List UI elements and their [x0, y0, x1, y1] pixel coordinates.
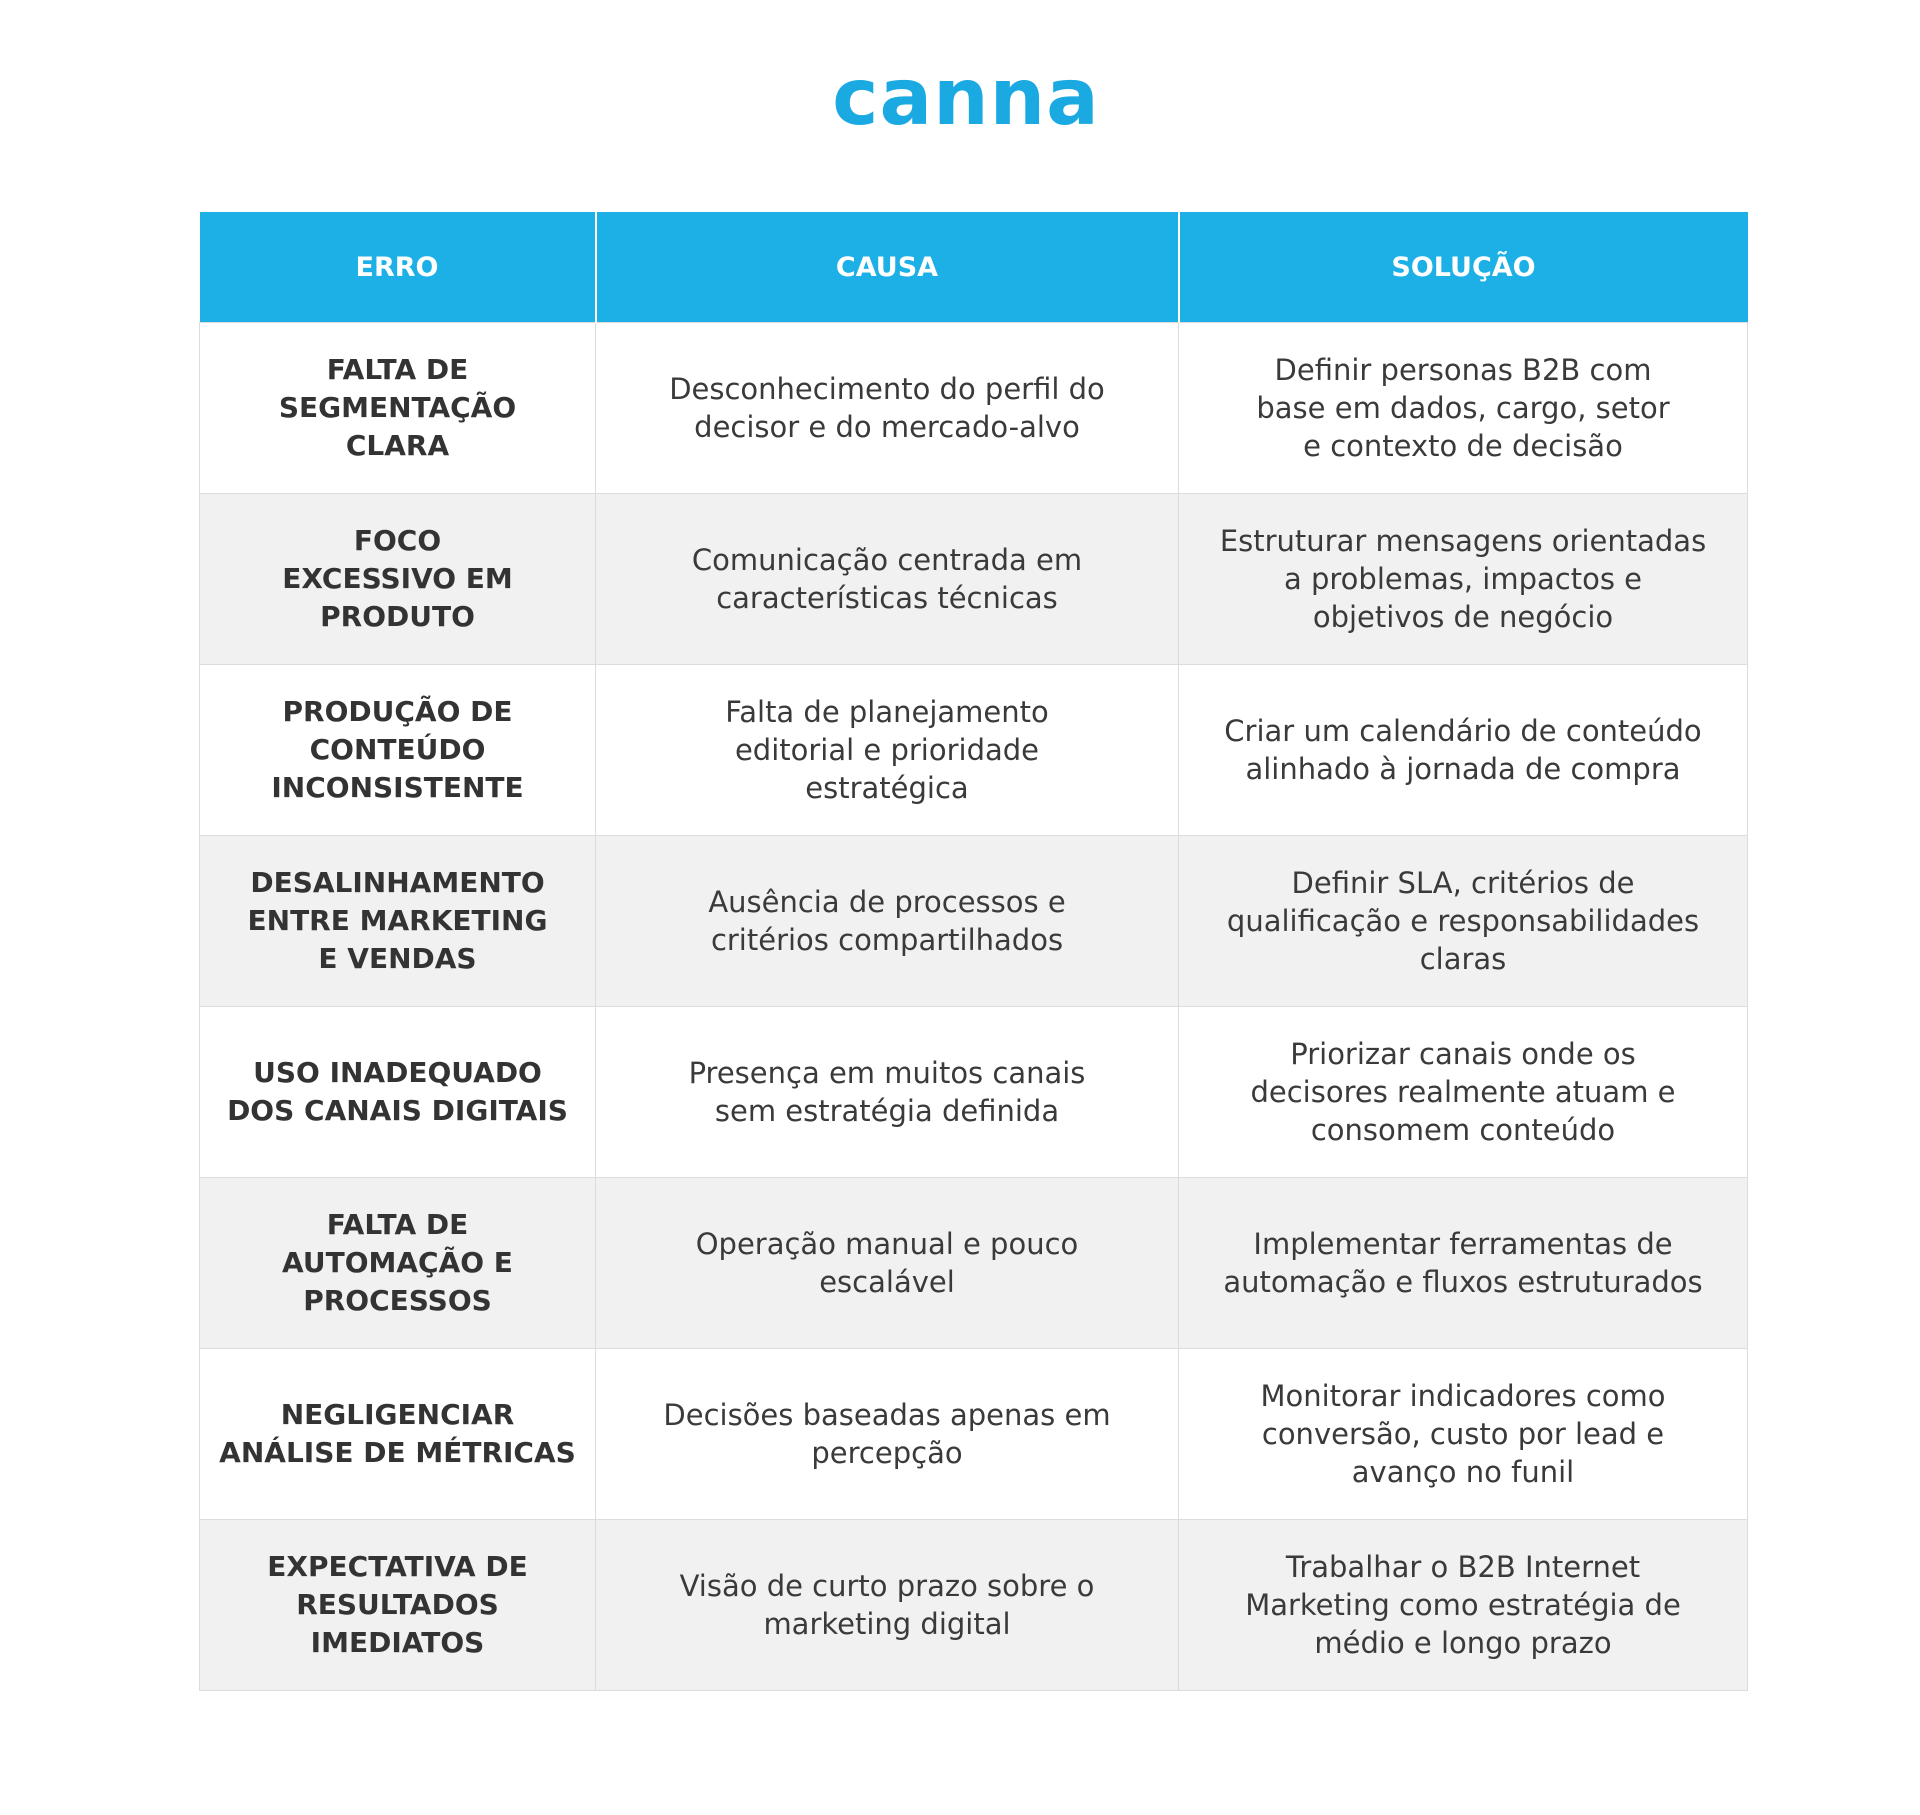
cell-causa-line: Visão de curto prazo sobre o	[679, 1569, 1095, 1603]
cell-solucao-line: avanço no funil	[1351, 1455, 1575, 1489]
cell-solucao-line: automação e fluxos estruturados	[1223, 1265, 1703, 1299]
cell-erro-line: ANÁLISE DE MÉTRICAS	[219, 1436, 576, 1469]
cell-causa	[596, 323, 1179, 494]
cell-causa-line: marketing digital	[763, 1607, 1011, 1641]
cell-erro-line: CONTEÚDO	[309, 733, 486, 766]
cell-causa-line: Operação manual e pouco	[695, 1227, 1079, 1261]
cell-causa-line: escalável	[819, 1265, 955, 1299]
cell-solucao-line: Definir SLA, critérios de	[1291, 866, 1635, 900]
cell-causa-line: Desconhecimento do perfil do	[669, 372, 1105, 406]
table-row	[200, 1349, 1748, 1520]
cell-solucao-line: Priorizar canais onde os	[1290, 1037, 1636, 1071]
cell-erro-line: PRODUTO	[320, 600, 475, 633]
cell-solucao-line: a problemas, impactos e	[1283, 562, 1642, 596]
cell-solucao	[1179, 494, 1748, 665]
canna-logo	[832, 53, 1100, 146]
cell-erro-line: ENTRE MARKETING	[247, 904, 548, 937]
cell-solucao	[1179, 665, 1748, 836]
cell-erro	[200, 1007, 596, 1178]
cell-causa-line: estratégica	[805, 771, 969, 805]
logo-text: canna	[832, 53, 1100, 143]
cell-erro-line: DOS CANAIS DIGITAIS	[227, 1094, 568, 1127]
cell-solucao-line: conversão, custo por lead e	[1261, 1417, 1665, 1451]
cell-erro-line: PRODUÇÃO DE	[282, 695, 513, 728]
cell-erro-line: CLARA	[345, 429, 450, 462]
cell-erro-line: SEGMENTAÇÃO	[278, 391, 517, 424]
errors-table	[199, 212, 1748, 1691]
table-row	[200, 494, 1748, 665]
cell-solucao-line: Estruturar mensagens orientadas	[1219, 524, 1707, 558]
cell-solucao-line: Marketing como estratégia de	[1245, 1588, 1681, 1622]
cell-erro-line: AUTOMAÇÃO E	[282, 1246, 513, 1279]
cell-causa	[596, 1520, 1179, 1691]
cell-causa	[596, 494, 1179, 665]
cell-causa-line: Comunicação centrada em	[691, 543, 1083, 577]
cell-causa-line: sem estratégia definida	[714, 1094, 1060, 1128]
cell-erro-line: FALTA DE	[326, 353, 469, 386]
cell-solucao-line: e contexto de decisão	[1303, 429, 1623, 463]
header-row	[200, 212, 1748, 323]
cell-solucao-line: Implementar ferramentas de	[1253, 1227, 1673, 1261]
cell-solucao-line: objetivos de negócio	[1312, 600, 1614, 634]
cell-solucao-line: base em dados, cargo, setor	[1256, 391, 1670, 425]
table-row	[200, 1007, 1748, 1178]
cell-erro-line: E VENDAS	[318, 942, 477, 975]
header-causa: CAUSA	[596, 212, 1179, 323]
cell-causa-line: percepção	[811, 1436, 963, 1470]
cell-erro-line: FOCO	[353, 524, 442, 557]
table-row	[200, 323, 1748, 494]
cell-erro	[200, 323, 596, 494]
cell-erro-line: IMEDIATOS	[310, 1626, 485, 1659]
cell-erro	[200, 1520, 596, 1691]
table-body	[200, 323, 1748, 1691]
cell-erro-line: EXPECTATIVA DE	[267, 1550, 528, 1583]
cell-erro-line: PROCESSOS	[303, 1284, 492, 1317]
cell-causa	[596, 1007, 1179, 1178]
cell-solucao-line: Criar um calendário de conteúdo	[1224, 714, 1702, 748]
cell-erro-line: EXCESSIVO EM	[282, 562, 513, 595]
cell-solucao-line: qualificação e responsabilidades	[1226, 904, 1700, 938]
cell-solucao-line: Monitorar indicadores como	[1260, 1379, 1666, 1413]
table-row	[200, 665, 1748, 836]
cell-solucao-line: médio e longo prazo	[1314, 1626, 1612, 1660]
cell-causa-line: critérios compartilhados	[710, 923, 1064, 957]
cell-solucao	[1179, 836, 1748, 1007]
cell-erro-line: NEGLIGENCIAR	[280, 1398, 515, 1431]
cell-causa-line: decisor e do mercado-alvo	[694, 410, 1080, 444]
cell-erro-line: INCONSISTENTE	[271, 771, 524, 804]
cell-causa	[596, 1178, 1179, 1349]
cell-solucao-line: Definir personas B2B com	[1274, 353, 1652, 387]
errors-table-container	[199, 212, 1747, 1691]
table-row	[200, 1520, 1748, 1691]
table-header	[200, 212, 1748, 323]
cell-solucao	[1179, 1178, 1748, 1349]
cell-erro	[200, 836, 596, 1007]
cell-solucao	[1179, 1520, 1748, 1691]
cell-causa	[596, 836, 1179, 1007]
cell-solucao	[1179, 1007, 1748, 1178]
cell-solucao-line: claras	[1419, 942, 1507, 976]
cell-causa-line: Decisões baseadas apenas em	[663, 1398, 1111, 1432]
cell-solucao-line: Trabalhar o B2B Internet	[1285, 1550, 1641, 1584]
cell-erro-line: FALTA DE	[326, 1208, 469, 1241]
cell-erro-line: USO INADEQUADO	[253, 1056, 542, 1089]
cell-erro	[200, 494, 596, 665]
cell-solucao-line: consomem conteúdo	[1310, 1113, 1616, 1147]
cell-erro	[200, 1349, 596, 1520]
header-erro: ERRO	[200, 212, 596, 323]
cell-causa-line: editorial e prioridade	[734, 733, 1040, 767]
cell-causa	[596, 1349, 1179, 1520]
cell-erro-line: RESULTADOS	[296, 1588, 499, 1621]
cell-erro	[200, 1178, 596, 1349]
table-row	[200, 836, 1748, 1007]
cell-solucao	[1179, 1349, 1748, 1520]
cell-erro	[200, 665, 596, 836]
cell-solucao	[1179, 323, 1748, 494]
cell-causa-line: Falta de planejamento	[725, 695, 1049, 729]
header-solucao: SOLUÇÃO	[1179, 212, 1748, 323]
cell-causa-line: Ausência de processos e	[708, 885, 1066, 919]
cell-solucao-line: alinhado à jornada de compra	[1245, 752, 1681, 786]
cell-causa-line: características técnicas	[716, 581, 1058, 615]
cell-causa-line: Presença em muitos canais	[688, 1056, 1086, 1090]
cell-solucao-line: decisores realmente atuam e	[1250, 1075, 1676, 1109]
cell-erro-line: DESALINHAMENTO	[250, 866, 545, 899]
cell-causa	[596, 665, 1179, 836]
table-row	[200, 1178, 1748, 1349]
